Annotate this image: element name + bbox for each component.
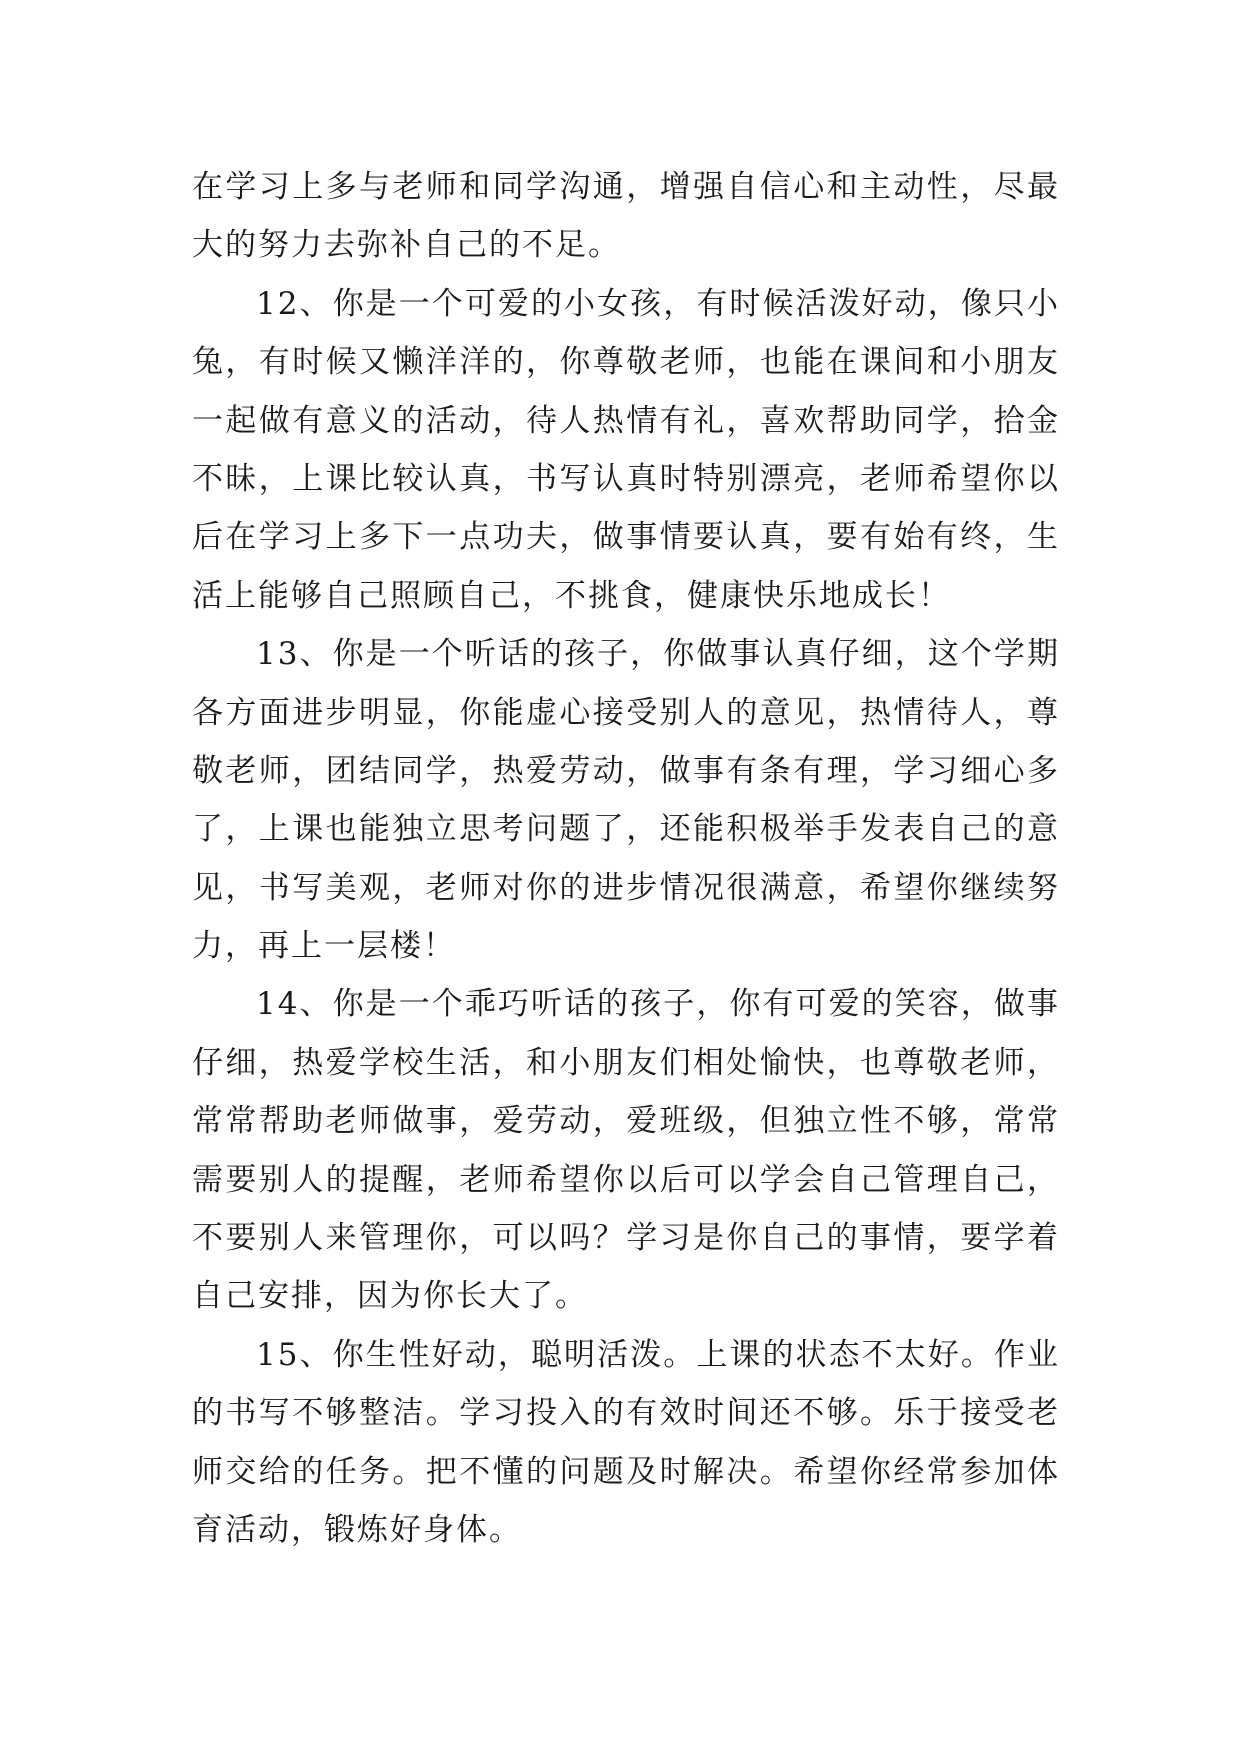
paragraph-continuation [192,158,1060,275]
text-line: 自己安排，因为你长大了。 [192,1278,588,1315]
text-line: 了，上课也能独立思考问题了，还能积极举手发表自己的意 [192,811,1060,848]
text-line: 13、你是一个听话的孩子，你做事认真仔细，这个学期 [256,636,1060,673]
text-line: 12、你是一个可爱的小女孩，有时候活泼好动，像只小 [256,285,1060,322]
text-line: 在学习上多与老师和同学沟通，增强自信心和主动性，尽最 [192,169,1060,205]
text-line: 常常帮助老师做事，爱劳动，爱班级，但独立性不够，常常 [192,1103,1060,1140]
text-line: 仔细，热爱学校生活，和小朋友们相处愉快，也尊敬老师， [192,1044,1060,1081]
text-line: 力，再上一层楼！ [192,928,456,965]
text-line: 大的努力去弥补自己的不足。 [192,227,621,264]
text-line: 育活动，锻炼好身体。 [192,1511,522,1548]
text-line: 各方面进步明显，你能虚心接受别人的意见，热情待人，尊 [192,694,1060,731]
text-line: 见，书写美观，老师对你的进步情况很满意，希望你继续努 [192,869,1060,906]
text-line: 一起做有意义的活动，待人热情有礼，喜欢帮助同学，拾金 [192,402,1060,439]
paragraph-comment-14 [192,975,1060,1325]
text-line: 敬老师，团结同学，热爱劳动，做事有条有理，学习细心多 [192,752,1060,789]
text-line: 15、你生性好动，聪明活泼。上课的状态不太好。作业 [256,1336,1060,1373]
paragraph-comment-13 [192,625,1060,975]
paragraph-comment-12 [192,275,1060,625]
text-line: 兔，有时候又懒洋洋的，你尊敬老师，也能在课间和小朋友 [192,344,1060,381]
text-line: 14、你是一个乖巧听话的孩子，你有可爱的笑容，做事 [256,986,1060,1023]
text-line: 后在学习上多下一点功夫，做事情要认真，要有始有终，生 [192,519,1060,556]
document-body [192,158,1060,1559]
paragraph-comment-15 [192,1326,1060,1560]
text-line: 的书写不够整洁。学习投入的有效时间还不够。乐于接受老 [192,1395,1060,1432]
text-line: 不要别人来管理你，可以吗？学习是你自己的事情，要学着 [192,1220,1060,1257]
text-line: 活上能够自己照顾自己，不挑食，健康快乐地成长！ [192,577,951,614]
text-line: 师交给的任务。把不懂的问题及时解决。希望你经常参加体 [192,1453,1060,1490]
text-line: 需要别人的提醒，老师希望你以后可以学会自己管理自己， [192,1161,1060,1198]
text-line: 不昧，上课比较认真，书写认真时特别漂亮，老师希望你以 [192,460,1060,497]
